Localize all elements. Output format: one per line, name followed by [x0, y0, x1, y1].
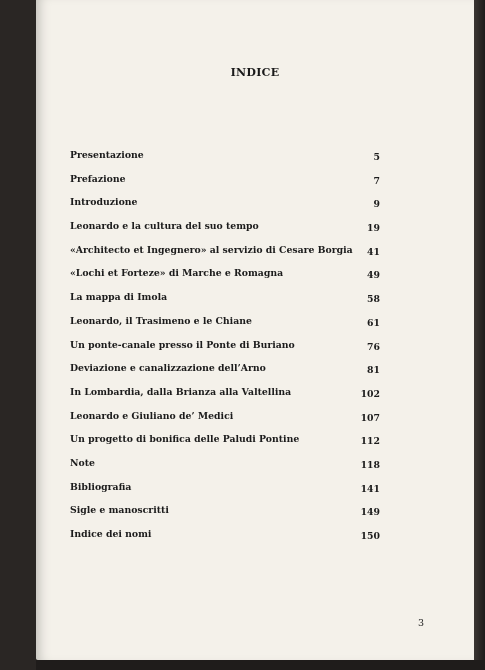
toc-entry-page: 49 — [367, 270, 380, 282]
toc-entry — [70, 292, 380, 316]
toc-entry-page: 41 — [367, 246, 380, 258]
toc-entry-page: 5 — [373, 152, 380, 163]
toc-entry-page: 19 — [367, 223, 380, 235]
toc-entry — [70, 363, 380, 387]
toc-entry-title: Bibliografia — [70, 481, 132, 493]
page-number: 3 — [418, 618, 425, 629]
toc-entry — [70, 174, 380, 198]
table-of-contents — [70, 150, 380, 553]
toc-entry-title: Sigle e manoscritti — [70, 505, 169, 517]
toc-entry — [70, 245, 380, 269]
toc-entry — [70, 529, 380, 553]
toc-entry-page: 118 — [360, 459, 380, 471]
toc-entry — [70, 387, 380, 411]
toc-entry — [70, 340, 380, 364]
toc-entry-page: 107 — [360, 412, 380, 424]
toc-entry-title: Prefazione — [70, 173, 126, 185]
page-bottom-shadow — [36, 660, 485, 670]
page-edge-shadow — [474, 0, 485, 670]
toc-entry-page: 7 — [373, 175, 380, 187]
toc-entry-page: 9 — [373, 199, 380, 211]
toc-entry — [70, 434, 380, 458]
toc-entry — [70, 458, 380, 482]
toc-entry-page: 141 — [360, 483, 380, 495]
toc-entry — [70, 505, 380, 529]
toc-entry — [70, 197, 380, 221]
toc-entry-page: 112 — [360, 436, 380, 448]
toc-entry-page: 149 — [360, 507, 380, 519]
toc-entry-title: In Lombardia, dalla Brianza alla Valtellina — [70, 386, 292, 398]
toc-entry-page: 102 — [360, 388, 380, 400]
toc-entry-title: Un progetto di bonifica delle Paludi Pontine — [70, 434, 300, 446]
toc-entry-title: Un ponte-canale presso il Ponte di Buriano — [70, 339, 295, 351]
toc-entry-title: Leonardo, il Trasimeno e le Chiane — [70, 315, 252, 327]
toc-entry-title: Leonardo e la cultura del suo tempo — [70, 221, 259, 233]
toc-entry-title: Presentazione — [70, 150, 144, 161]
toc-entry-title: «Lochi et Forteze» di Marche e Romagna — [70, 268, 284, 280]
toc-entry-title: Leonardo e Giuliano de’ Medici — [70, 410, 234, 422]
toc-entry-page: 58 — [367, 294, 380, 306]
page-title: INDICE — [230, 66, 280, 79]
toc-entry-page: 81 — [367, 365, 380, 377]
toc-entry-title: Introduzione — [70, 197, 138, 209]
toc-entry — [70, 150, 380, 174]
toc-entry — [70, 316, 380, 340]
toc-entry-title: «Architecto et Ingegnero» al servizio di Cesare Borgia — [70, 244, 353, 256]
book-page — [36, 0, 474, 660]
toc-entry — [70, 268, 380, 292]
toc-entry-page: 61 — [367, 317, 380, 329]
toc-entry-title: Indice dei nomi — [70, 529, 152, 540]
toc-entry-title: Note — [70, 457, 95, 469]
toc-entry — [70, 482, 380, 506]
toc-entry-page: 150 — [360, 531, 380, 542]
toc-entry — [70, 411, 380, 435]
toc-entry-title: Deviazione e canalizzazione dell’Arno — [70, 363, 266, 375]
toc-entry-page: 76 — [367, 341, 380, 353]
toc-entry — [70, 221, 380, 245]
toc-entry-title: La mappa di Imola — [70, 292, 168, 304]
